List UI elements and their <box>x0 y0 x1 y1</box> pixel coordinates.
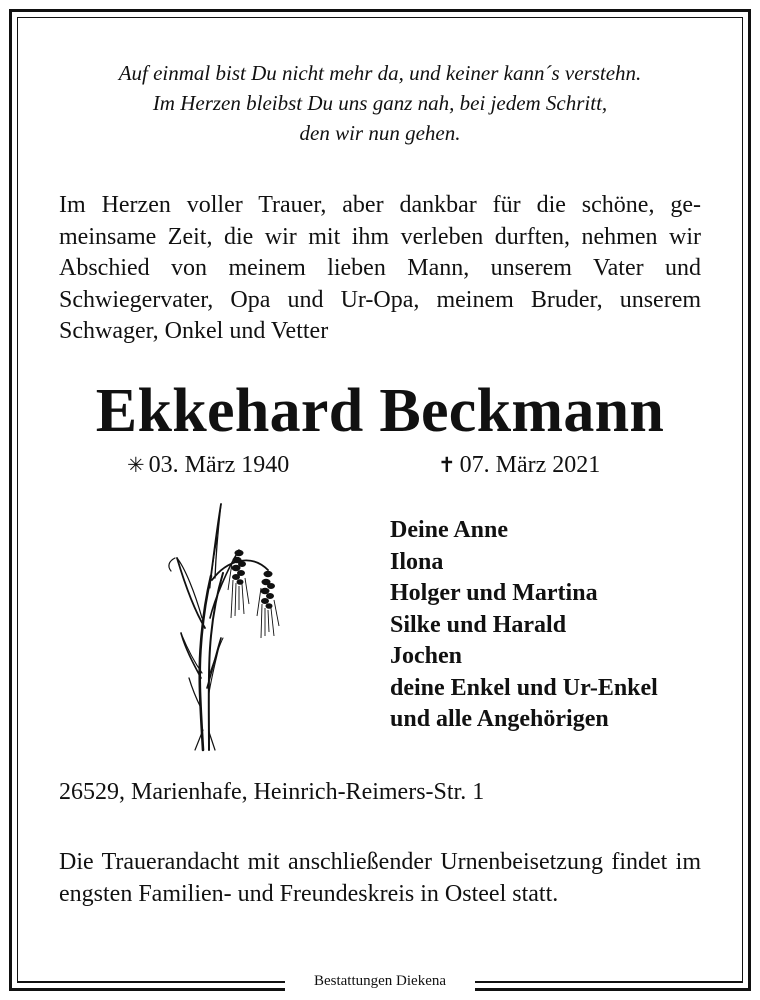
birth-date: 03. März 1940 <box>148 452 290 478</box>
service-notice <box>59 847 701 910</box>
mourners-list <box>390 515 658 736</box>
birth-date-line <box>127 449 289 481</box>
intro-line: meinsame Zeit, die wir mit ihm verleben durften, nehmen <box>59 223 658 250</box>
death-date-line <box>438 449 600 481</box>
poem-line: den wir nun gehen. <box>299 121 461 145</box>
wheat-stalk-icon <box>165 498 290 756</box>
poem-line: Im Herzen bleibst Du uns ganz nah, bei jedem Schritt, <box>152 91 608 115</box>
death-date: 07. März 2021 <box>459 452 601 478</box>
mourner-name: und alle Angehörigen <box>390 706 609 732</box>
poem-line: Auf einmal bist Du nicht mehr da, und keiner kann´s verstehn. <box>118 61 642 85</box>
inner-frame <box>17 17 743 983</box>
mourner-name: deine Enkel und Ur-Enkel <box>390 674 658 701</box>
death-cross-icon: ✝ <box>438 453 456 477</box>
intro-text <box>59 190 701 348</box>
service-line: statt. <box>512 880 559 907</box>
intro-line: und Schwiegervater, Opa und Ur-Opa, meinem Bruder, <box>59 255 702 313</box>
service-line: Die Trauerandacht mit anschließender Urnenbeisetzung <box>59 849 603 875</box>
birth-star-icon: ✳ <box>127 453 145 477</box>
mourner-name: Holger und Martina <box>390 580 598 606</box>
footer-rule <box>17 981 285 982</box>
deceased-name: Ekkehard Beckmann <box>95 377 665 445</box>
funeral-home-credit: Bestattungen Diekena <box>285 971 475 991</box>
memorial-poem <box>30 58 730 148</box>
mourner-name: Ilona <box>390 548 444 575</box>
intro-line: Im Herzen voller Trauer, aber dankbar für die schöne, ge- <box>59 192 701 218</box>
intro-line: unserem Schwager, Onkel und Vetter <box>59 286 702 344</box>
family-address: 26529, Marienhafe, Heinrich-Reimers-Str. 1 <box>59 779 485 805</box>
mourner-name: Deine Anne <box>390 517 509 543</box>
footer-rule <box>475 981 743 982</box>
mourner-name: Silke und Harald <box>390 611 567 638</box>
mourner-name: Jochen <box>390 643 462 669</box>
service-line: findet im engsten Familien- und Freundeskreis in Osteel <box>59 849 702 907</box>
intro-line: wir Abschied von meinem lieben Mann, unserem Vater <box>59 223 701 281</box>
